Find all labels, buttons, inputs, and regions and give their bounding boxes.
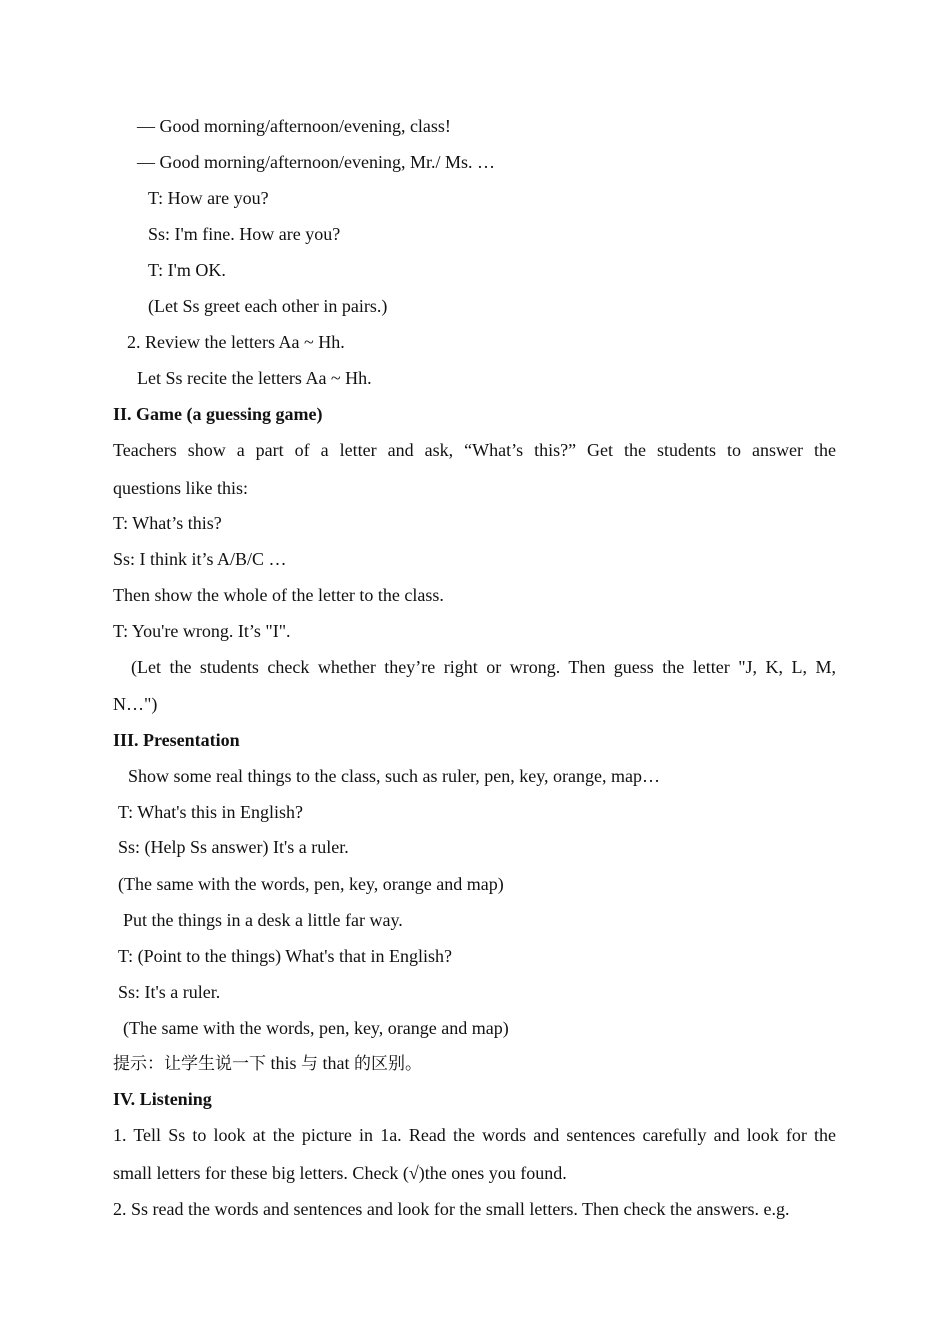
dialogue-line: T: What's this in English? [118,802,304,822]
instruction-line: Show some real things to the class, such as ruler, pen, key, orange, map… [128,766,660,786]
instruction-line: Then show the whole of the letter to the class. [113,585,444,605]
dialogue-line: Ss: I'm fine. How are you? [148,224,341,244]
teaching-tip [113,1052,422,1075]
greeting-line-1: — Good morning/afternoon/evening, class! [137,116,451,136]
paragraph-line: questions like this: [113,478,248,498]
instruction-line: Put the things in a desk a little far way. [123,910,403,930]
paragraph-line: 1. Tell Ss to look at the picture in 1a. Read the words and sentences carefully and look for the [113,1125,836,1145]
dialogue-line: T: What’s this? [113,513,222,533]
dialogue-line: T: I'm OK. [148,260,226,280]
step-review-letters: 2. Review the letters Aa ~ Hh. [127,332,345,352]
dialogue-line: Ss: It's a ruler. [118,982,221,1002]
paragraph-line: (Let the students check whether they’re right or wrong. Then guess the letter "J, K, L, M, [131,657,836,677]
dialogue-line: T: You're wrong. It’s "I". [113,621,291,641]
section-heading-listening: IV. Listening [113,1089,212,1109]
instruction-line: (The same with the words, pen, key, orange and map) [118,874,504,894]
dialogue-line: Ss: I think it’s A/B/C … [113,549,287,569]
tip-text-a: 提示：让学生说一下 [113,1054,266,1074]
instruction-line: (Let Ss greet each other in pairs.) [148,296,388,316]
paragraph-line: 2. Ss read the words and sentences and look for the small letters. Then check the answers. e.g. [113,1199,790,1219]
tip-text-b: this [266,1053,302,1073]
dialogue-line: Ss: (Help Ss answer) It's a ruler. [118,837,349,857]
dialogue-line: T: (Point to the things) What's that in English? [118,946,452,966]
section-heading-game: II. Game (a guessing game) [113,404,323,424]
paragraph-line: N…") [113,694,158,714]
dialogue-line: T: How are you? [148,188,269,208]
instruction-line: (The same with the words, pen, key, orange and map) [123,1018,509,1038]
instruction-line: Let Ss recite the letters Aa ~ Hh. [137,368,372,388]
section-heading-presentation: III. Presentation [113,730,240,750]
tip-text-e: 的区别。 [354,1054,423,1074]
paragraph-line: small letters for these big letters. Check (√)the ones you found. [113,1163,567,1183]
paragraph-line: Teachers show a part of a letter and ask, “What’s this?” Get the students to answer the [113,440,836,460]
tip-text-d: that [318,1053,355,1073]
tip-text-c: 与 [301,1054,319,1074]
greeting-line-2: — Good morning/afternoon/evening, Mr./ Ms. … [137,152,495,172]
